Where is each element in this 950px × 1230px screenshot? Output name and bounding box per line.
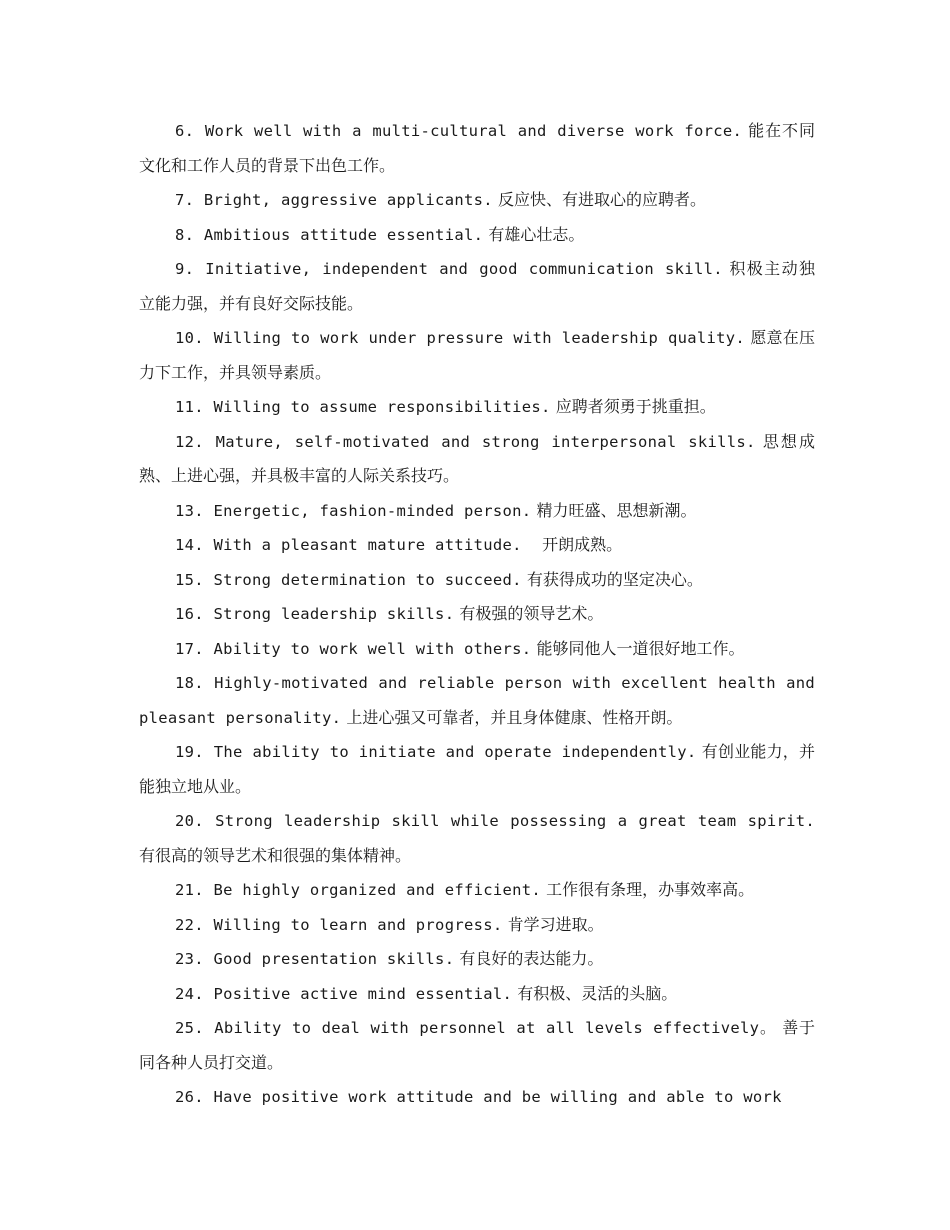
- list-item: [139, 1080, 815, 1115]
- item-english: 18. Highly-motivated and reliable person with excellent health and pleasant personality.: [139, 674, 815, 727]
- item-english: 15. Strong determination to succeed.: [175, 570, 522, 589]
- item-english: 20. Strong leadership skill while possessing a great team spirit.: [175, 812, 815, 830]
- list-item: [139, 563, 815, 598]
- item-english: 26. Have positive work attitude and be willing and able to work: [175, 1088, 782, 1106]
- item-chinese: 能够同他人一道很好地工作。: [536, 638, 745, 658]
- item-chinese: 有雄心壮志。: [488, 224, 585, 244]
- item-english: 7. Bright, aggressive applicants.: [175, 191, 493, 209]
- item-chinese: 有极强的领导艺术。: [459, 604, 604, 623]
- item-english: 22. Willing to learn and progress.: [175, 915, 503, 934]
- item-chinese: 有很高的领导艺术和很强的集体精神。: [139, 845, 412, 865]
- list-item: [139, 804, 815, 873]
- item-english: 10. Willing to work under pressure with leadership quality.: [175, 329, 746, 347]
- item-english: 12. Mature, self-motivated and strong interpersonal skills.: [175, 432, 756, 451]
- list-item: [139, 528, 815, 563]
- item-chinese: 善于同各种人员打交道。: [139, 1018, 815, 1072]
- item-english: 21. Be highly organized and efficient.: [175, 881, 542, 899]
- item-chinese: 肯学习进取。: [507, 914, 604, 934]
- list-item: [139, 114, 815, 183]
- item-chinese: 工作很有条理，办事效率高。: [546, 880, 755, 899]
- item-english: 14. With a pleasant mature attitude.: [175, 536, 522, 554]
- list-item: [139, 632, 815, 667]
- list-item: [139, 735, 815, 804]
- item-english: 13. Energetic, fashion-minded person.: [175, 501, 532, 520]
- list-item: [139, 873, 815, 908]
- item-chinese: 应聘者须勇于挑重担。: [555, 397, 716, 416]
- item-english: 24. Positive active mind essential.: [175, 984, 513, 1003]
- item-chinese: 精力旺盛、思想新潮。: [536, 500, 697, 520]
- list-item: [139, 597, 815, 632]
- list-item: [139, 942, 815, 977]
- item-chinese: 有获得成功的坚定决心。: [526, 569, 703, 589]
- item-english: 19. The ability to initiate and operate independently.: [175, 743, 697, 761]
- item-chinese: 上进心强又可靠者，并且身体健康、性格开朗。: [346, 707, 683, 727]
- list-item: [139, 425, 815, 494]
- item-english: 17. Ability to work well with others.: [175, 639, 532, 658]
- item-chinese: 开朗成熟。: [542, 535, 623, 554]
- item-english: 25. Ability to deal with personnel at all levels effectively。: [175, 1019, 777, 1037]
- list-item: [139, 666, 815, 735]
- list-item: [139, 321, 815, 390]
- list-item: [139, 494, 815, 529]
- list-item: [139, 977, 815, 1012]
- document-body: [139, 114, 815, 1115]
- item-english: 6. Work well with a multi-cultural and diverse work force.: [175, 122, 743, 140]
- item-chinese: 思想成熟、上进心强，并具极丰富的人际关系技巧。: [139, 431, 815, 485]
- list-item: [139, 908, 815, 943]
- item-english: 23. Good presentation skills.: [175, 950, 455, 968]
- item-chinese: 有创业能力，并能独立地从业。: [139, 742, 815, 796]
- item-chinese: 能在不同文化和工作人员的背景下出色工作。: [139, 121, 815, 175]
- list-item: [139, 252, 815, 321]
- list-item: [139, 1011, 815, 1080]
- item-english: 9. Initiative, independent and good communication skill.: [175, 260, 723, 278]
- list-item: [139, 183, 815, 218]
- item-chinese: 积极主动独立能力强，并有良好交际技能。: [139, 259, 815, 313]
- item-chinese: 有积极、灵活的头脑。: [517, 983, 678, 1003]
- item-english: 16. Strong leadership skills.: [175, 605, 455, 623]
- item-chinese: 反应快、有进取心的应聘者。: [497, 190, 706, 209]
- item-chinese: 有良好的表达能力。: [459, 949, 604, 968]
- list-item: [139, 218, 815, 253]
- item-english: 11. Willing to assume responsibilities.: [175, 398, 551, 416]
- item-english: 8. Ambitious attitude essential.: [175, 225, 484, 244]
- list-item: [139, 390, 815, 425]
- item-chinese: 愿意在压力下工作，并具领导素质。: [139, 328, 815, 382]
